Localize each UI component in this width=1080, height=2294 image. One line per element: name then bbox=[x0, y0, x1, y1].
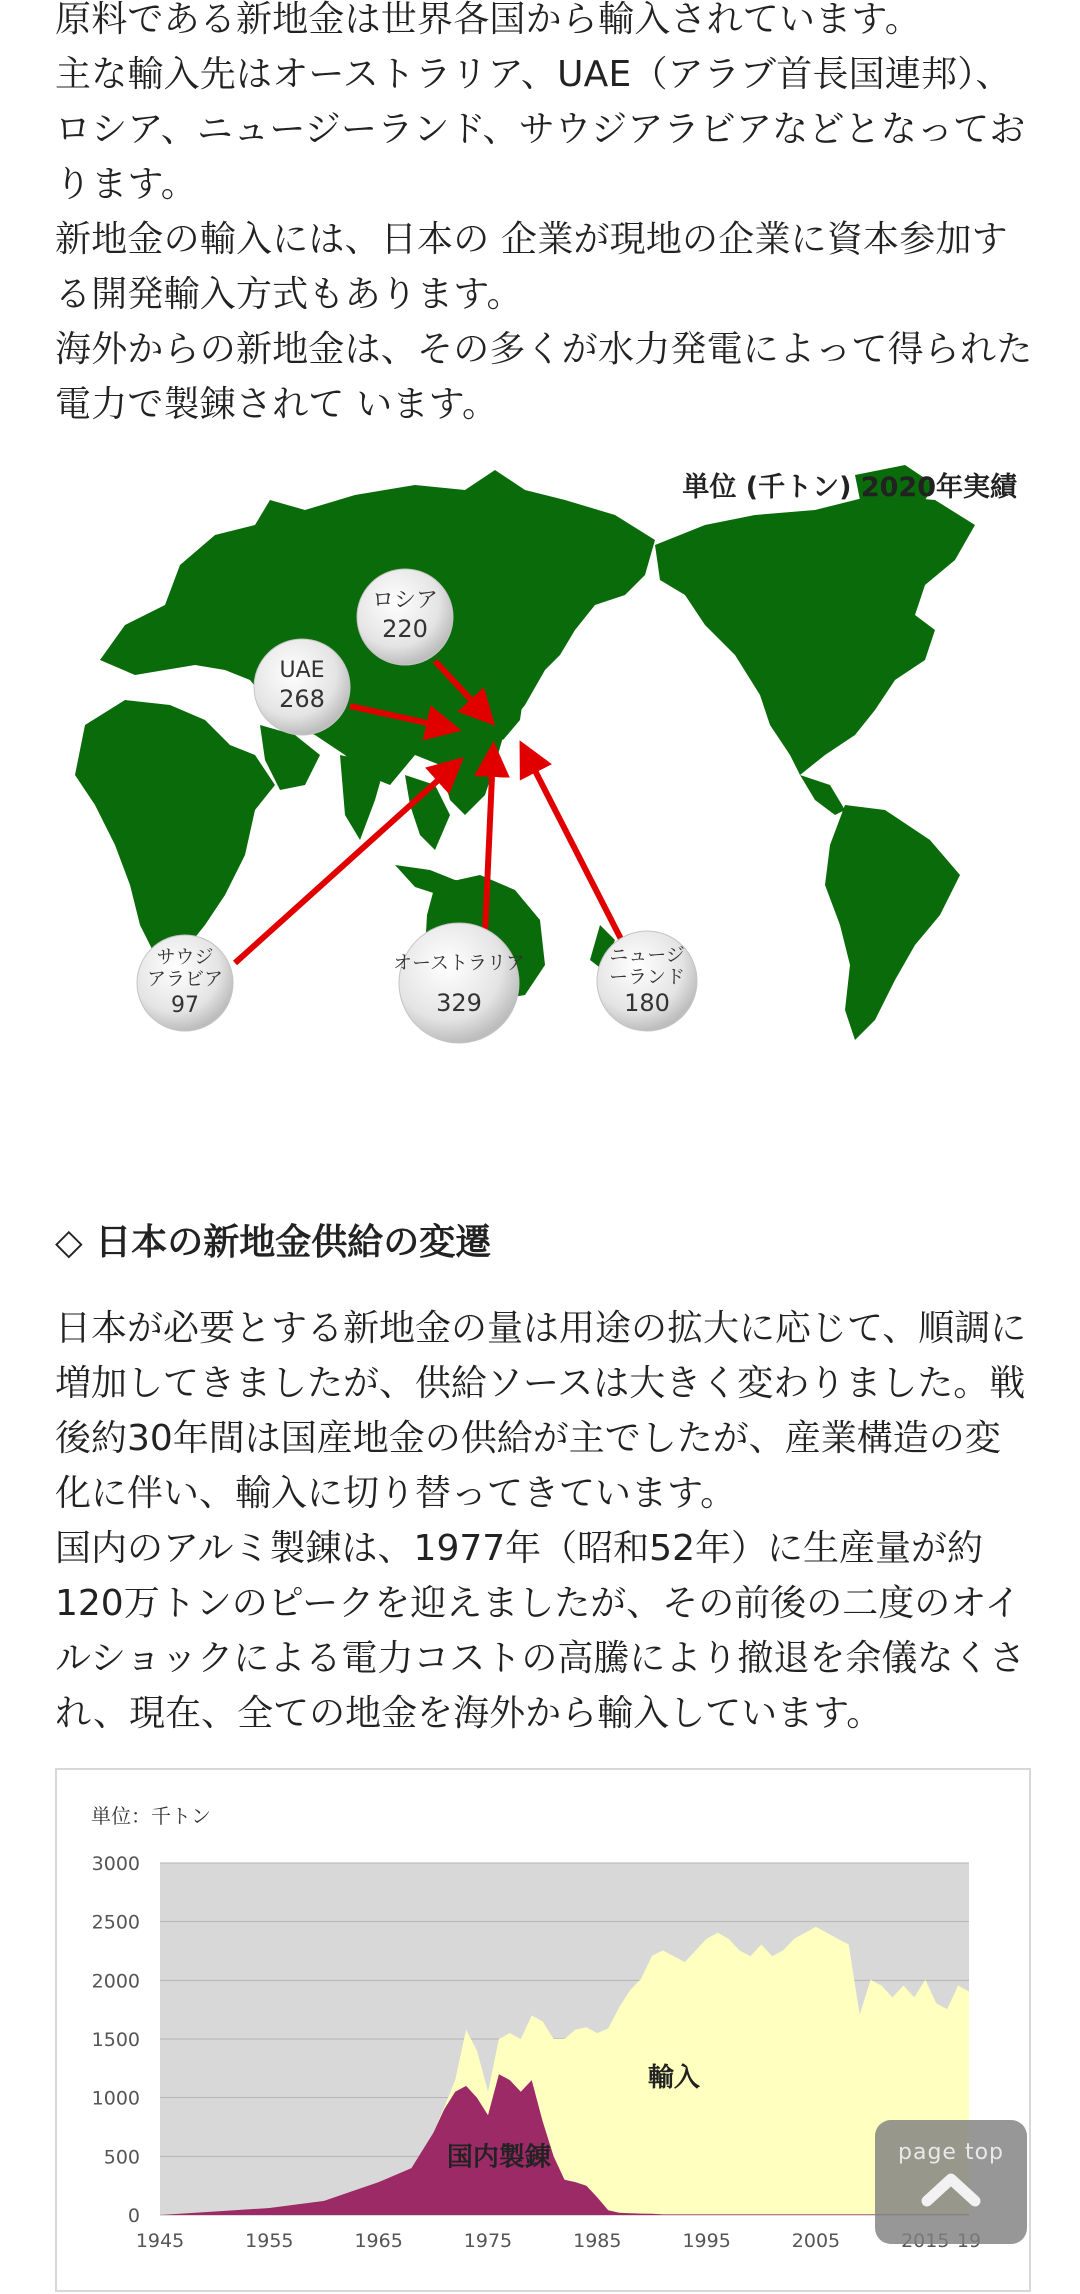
x-tick-label: 1985 bbox=[573, 2230, 622, 2252]
x-tick-label: 1945 bbox=[135, 2230, 185, 2252]
africa-landmass bbox=[75, 700, 275, 955]
svg-text:268: 268 bbox=[279, 685, 325, 713]
y-tick-label: 2000 bbox=[91, 1970, 140, 1993]
y-tick-label: 1500 bbox=[91, 2029, 140, 2051]
series-label-domestic: 国内製錬 bbox=[446, 2142, 551, 2173]
intro-paragraph-2: 主な輸入先はオーストラリア、UAE（アラブ首長国連邦）、ロシア、ニュージーランド、サウジアラビアなどとなっております。 bbox=[55, 54, 1026, 205]
x-tick-label: 1975 bbox=[463, 2230, 513, 2252]
intro-text bbox=[55, 0, 1035, 432]
source-bubble-russia bbox=[357, 569, 453, 665]
series-label-import: 輸入 bbox=[647, 2062, 700, 2093]
x-tick-label: 1965 bbox=[354, 2230, 403, 2252]
history-text bbox=[55, 1301, 1035, 1741]
svg-text:ーランド: ーランド bbox=[608, 966, 686, 988]
map-unit-label: 単位 (千トン) 2020年実績 bbox=[682, 472, 1017, 503]
svg-text:ロシア: ロシア bbox=[371, 588, 439, 613]
world-map bbox=[55, 455, 1035, 1095]
svg-text:アラビア: アラビア bbox=[146, 968, 224, 990]
svg-text:オーストラリア: オーストラリア bbox=[392, 952, 526, 974]
svg-text:ニュージ: ニュージ bbox=[609, 944, 685, 966]
svg-text:UAE: UAE bbox=[279, 658, 325, 683]
y-tick-label: 1000 bbox=[91, 2087, 140, 2110]
intro-paragraph-1: 原料である新地金は世界各国から輸入されています。 bbox=[55, 0, 921, 40]
x-tick-label: 1955 bbox=[245, 2230, 294, 2252]
page-top-button[interactable] bbox=[875, 2120, 1027, 2244]
source-bubble-uae bbox=[254, 639, 350, 735]
history-paragraph-1: 日本が必要とする新地金の量は用途の拡大に応じて、順調に増加してきましたが、供給ソースは大きく変わりました。戦後約30年間は国産地金の供給が主でしたが、産業構造の変化に伴い、輸入に切り替ってきています。 bbox=[55, 1308, 1027, 1514]
chart-unit-label: 単位：千トン bbox=[91, 1804, 211, 1828]
svg-text:329: 329 bbox=[436, 989, 482, 1017]
south-america-landmass bbox=[825, 805, 960, 1040]
history-paragraph-2: 国内のアルミ製錬は、1977年（昭和52年）に生産量が約120万トンのピークを迎えましたが、その前後の二度のオイルショックによる電力コストの高騰により撤退を余儀なくされ、現在、全ての地金を海外から輸入しています。 bbox=[55, 1528, 1026, 1734]
y-tick-label: 2500 bbox=[91, 1911, 140, 1934]
intro-paragraph-4: 海外からの新地金は、その多くが水力発電によって得られた電力で製錬されて います。 bbox=[55, 329, 1033, 425]
page-top-label: page top bbox=[898, 2140, 1004, 2165]
svg-text:サウジ: サウジ bbox=[156, 946, 214, 968]
north-america-landmass bbox=[655, 495, 975, 775]
chevron-up-icon bbox=[921, 2169, 981, 2209]
x-tick-label: 1995 bbox=[682, 2230, 731, 2252]
intro-paragraph-3: 新地金の輸入には、日本の 企業が現地の企業に資本参加する開発輸入方式もあります。 bbox=[55, 219, 1008, 315]
arrow-new-zealand bbox=[525, 751, 623, 943]
source-bubble-saudi-arabia bbox=[137, 935, 233, 1031]
india-landmass bbox=[340, 755, 385, 840]
x-tick-label: 2005 bbox=[791, 2230, 841, 2252]
source-bubble-new-zealand bbox=[597, 931, 697, 1031]
import-source-map bbox=[55, 455, 1035, 1095]
section-title: ◇ 日本の新地金供給の変遷 bbox=[55, 1222, 492, 1263]
y-tick-label: 3000 bbox=[91, 1853, 140, 1875]
svg-text:180: 180 bbox=[624, 989, 670, 1017]
svg-text:97: 97 bbox=[171, 993, 199, 1018]
svg-text:220: 220 bbox=[382, 615, 428, 643]
y-tick-label: 500 bbox=[103, 2146, 140, 2169]
central-america bbox=[800, 775, 845, 815]
y-tick-label: 0 bbox=[127, 2205, 140, 2227]
